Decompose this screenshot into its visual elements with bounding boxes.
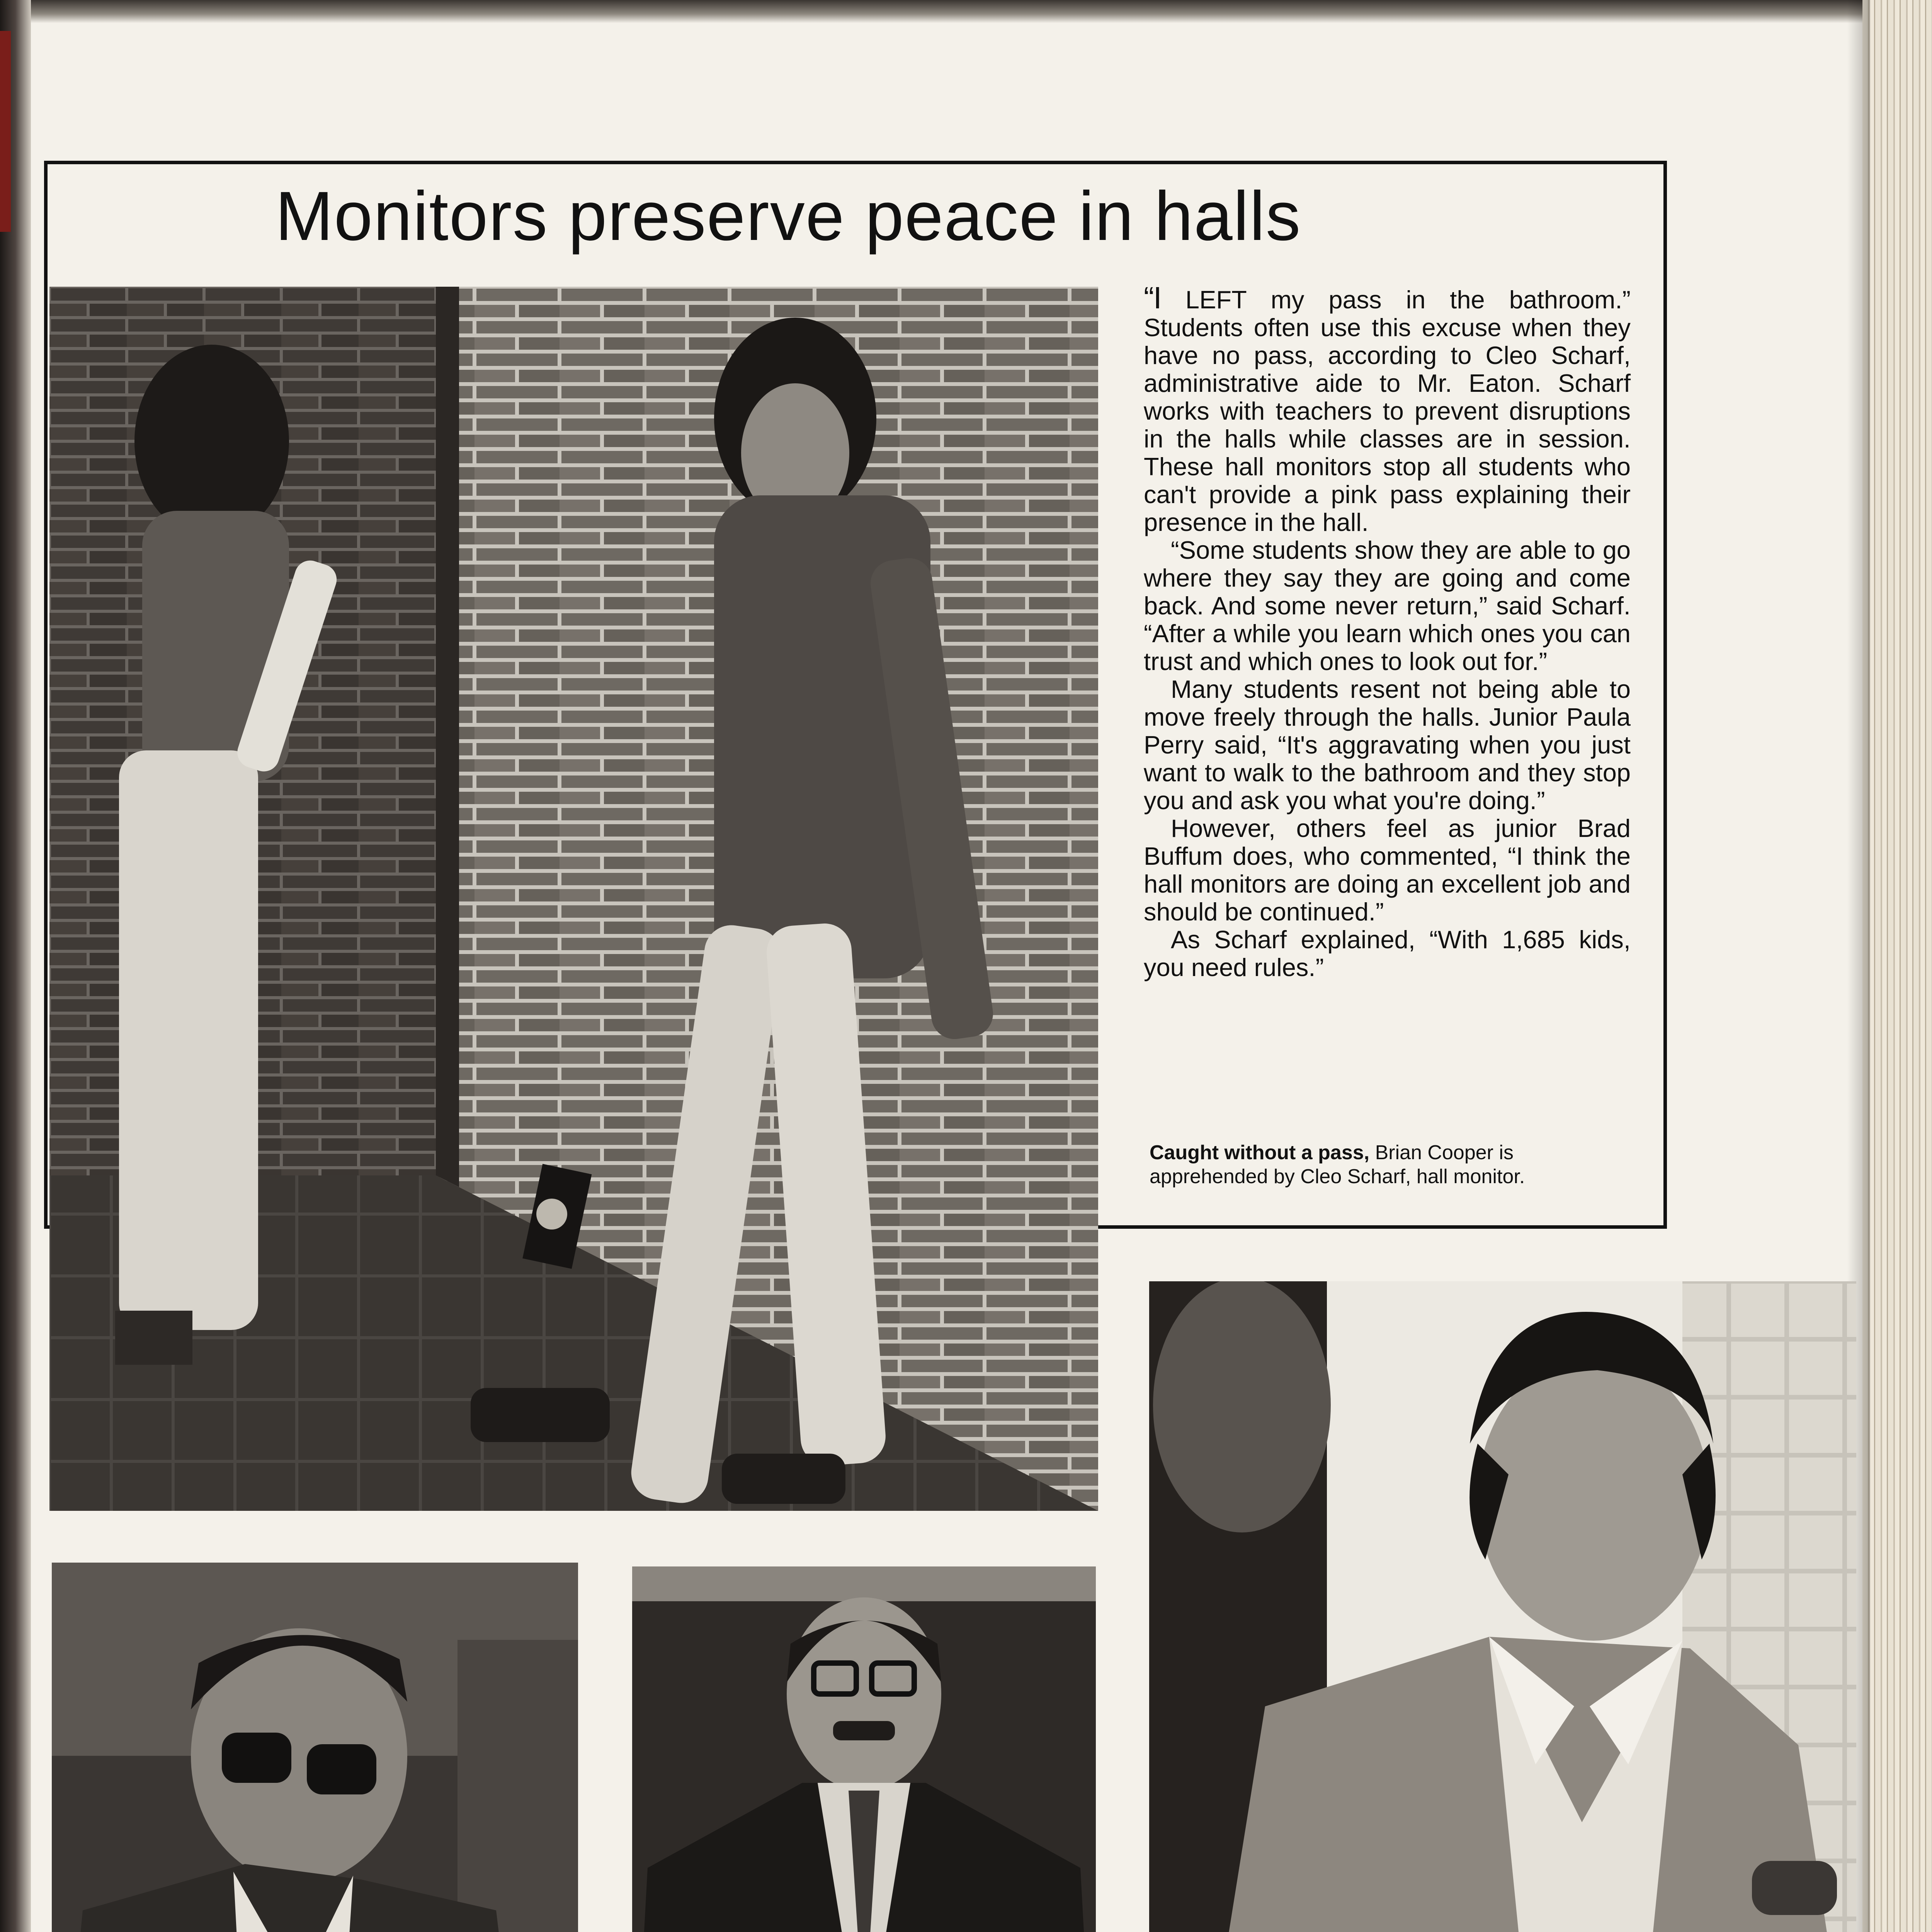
article-paragraph-5: As Scharf explained, “With 1,685 kids, you need rules.” <box>1144 925 1631 981</box>
article-lead-quote: “I <box>1144 281 1161 315</box>
article-paragraph-1 <box>1144 281 1631 536</box>
book-cover-edge <box>0 31 11 232</box>
nielsen-photo <box>632 1566 1096 1932</box>
nickerson-photo-image <box>52 1563 578 1932</box>
article-paragraph-4: However, others feel as junior Brad Buffum does, who commented, “I think the hall monitors are doing an excellent job and should be continued.” <box>1144 814 1631 926</box>
murphy-photo-image <box>1149 1281 1856 1932</box>
page-stack-edge <box>1862 0 1932 1932</box>
scan-edge-top <box>0 0 1932 23</box>
hallway-photo-image <box>49 287 1098 1511</box>
article-paragraph-3: Many students resent not being able to move freely through the halls. Junior Paula Perry said, “It's aggravating when you just want to walk to the bathroom and they stop you and ask you what you're doing.” <box>1144 675 1631 815</box>
hallway-photo-caption <box>1150 1141 1582 1189</box>
caption-text: Brian Cooper is apprehended by Cleo Scharf, hall monitor. <box>1150 1141 1525 1188</box>
murphy-photo <box>1149 1281 1856 1932</box>
scan-edge-left <box>0 0 31 1932</box>
headline: Monitors preserve peace in halls <box>275 177 1301 255</box>
article-body <box>1144 281 1631 981</box>
article-lead-text: LEFT my pass in the bathroom.” Students often use this excuse when they have no pass, according to Cleo Scharf, administrative aide to Mr. Eaton. Scharf works with teachers to prevent disruptions in the halls while classes are in session. These hall monitors stop all students who can't provide a pink pass explaining their presence in the hall. <box>1144 286 1631 536</box>
nickerson-photo <box>52 1563 578 1932</box>
hallway-photo <box>49 287 1098 1511</box>
nielsen-photo-image <box>632 1566 1096 1932</box>
caption-lead: Caught without a pass, <box>1150 1141 1370 1164</box>
article-paragraph-2: “Some students show they are able to go where they say they are going and come back. And some never return,” said Scharf. “After a while you learn which ones you can trust and which ones to look out for.” <box>1144 536 1631 675</box>
